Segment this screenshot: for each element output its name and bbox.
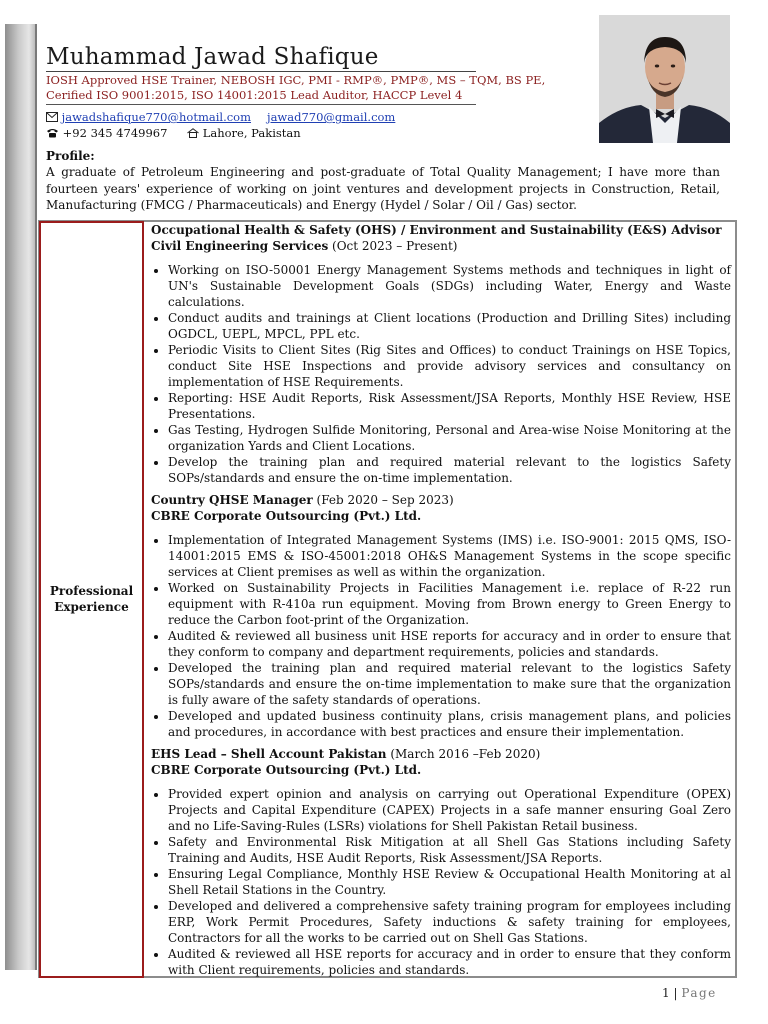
- profile-heading: Profile:: [46, 149, 95, 163]
- bullet-item: • Audited & reviewed all business unit HSE reports for accuracy and in order to ensure that they conform to company and department requirements, policies and standards.: [168, 628, 731, 660]
- job-entry: [151, 222, 731, 486]
- job-dates: (Oct 2023 – Present): [328, 239, 458, 253]
- bullet-item: • Reporting: HSE Audit Reports, Risk Assessment/JSA Reports, Monthly HSE Review, HSE Presentations.: [168, 390, 731, 422]
- email-row: [46, 110, 395, 124]
- experience-label: [50, 584, 133, 615]
- job-dates: (March 2016 –Feb 2020): [386, 747, 541, 761]
- bullet-item: • Conduct audits and trainings at Client locations (Production and Drilling Sites) including OGDCL, UEPL, MPCL, PPL etc.: [168, 310, 731, 342]
- job-dates: (Feb 2020 – Sep 2023): [312, 493, 454, 507]
- phone-icon: [46, 126, 63, 140]
- phone-number: +92 345 4749967: [62, 126, 168, 140]
- job-entry: [151, 746, 731, 978]
- email-hotmail-link[interactable]: jawadshafique770@hotmail.com: [61, 110, 251, 124]
- job-bullets: [151, 786, 731, 978]
- page-footer: [662, 986, 717, 1000]
- bullet-item: • Working on ISO-50001 Energy Management Systems methods and techniques in light of UN's Sustainable Development Goals (SDGs) including Water, Energy and Waste calculations.: [168, 262, 731, 310]
- job-bullets: [151, 532, 731, 740]
- job-title-dates: [151, 746, 731, 762]
- job-title: Occupational Health & Safety (OHS) / Environment and Sustainability (E&S) Advisor: [151, 223, 722, 237]
- candidate-name: Muhammad Jawad Shafique: [46, 44, 379, 70]
- job-company-dates: [151, 238, 731, 254]
- experience-label-line-1: Professional: [49, 584, 134, 598]
- page-label: Page: [681, 986, 717, 1000]
- bullet-item: • Audited & reviewed all HSE reports for accuracy and in order to ensure that they conform with Client requirements, policies and standards.: [168, 946, 731, 978]
- credentials-underline: [46, 104, 476, 105]
- job-title-dates: [151, 492, 731, 508]
- name-underline: [46, 71, 476, 72]
- page-number: 1: [662, 986, 670, 1000]
- profile-summary: A graduate of Petroleum Engineering and post-graduate of Total Quality Management; I have more than fourteen years' experience of working on joint ventures and development projects in Construction, Retail, Manufacturing (FMCG / Pharmaceuticals) and Energy (Hydel / Solar / Oil / Gas) sector.: [46, 165, 720, 212]
- experience-label-line-2: Experience: [54, 599, 129, 614]
- bullet-item: • Developed and delivered a comprehensive safety training program for employees including ERP, Work Permit Procedures, Safety inductions & safety training for employees, Contractors for all the works to be carried out on Shell Gas Stations.: [168, 898, 731, 946]
- experience-label-cell: [39, 221, 144, 978]
- bullet-item: • Implementation of Integrated Management Systems (IMS) i.e. ISO-9001: 2015 QMS, ISO-14001:2015 EMS & ISO-45001:2018 OH&S Management Systems in the scope specific services at Client premises as well as within the organization.: [168, 532, 731, 580]
- bullet-item: • Develop the training plan and required material relevant to the logistics Safety SOPs/standards and ensure the on-time implementation.: [168, 454, 731, 486]
- company-name: CBRE Corporate Outsourcing (Pvt.) Ltd.: [151, 763, 422, 777]
- email-gmail-link[interactable]: jawad770@gmail.com: [267, 110, 396, 124]
- job-bullets: [151, 262, 731, 486]
- bullet-item: • Periodic Visits to Client Sites (Rig Sites and Offices) to conduct Trainings on HSE Topics, conduct Site HSE Inspections and provide advisory services and consultancy on implementation of HSE Requirements.: [168, 342, 731, 390]
- job-title: Country QHSE Manager: [151, 493, 313, 507]
- job-title: EHS Lead – Shell Account Pakistan: [151, 747, 387, 761]
- company-name: Civil Engineering Services: [151, 239, 329, 253]
- envelope-icon: [46, 110, 62, 124]
- bullet-item: • Developed and updated business continuity plans, crisis management plans, and policies and procedures, in accordance with best practices and ensure their implementation.: [168, 708, 731, 740]
- bullet-item: • Worked on Sustainability Projects in Facilities Management i.e. replace of R-22 run equipment with R-410a run equipment. Moving from Brown energy to Green Energy to reduce the Carbon foot-print of the Organization.: [168, 580, 731, 628]
- bullet-item: • Developed the training plan and required material relevant to the logistics Safety SOPs/standards and ensure the on-time implementation to make sure that the organization is fully aware of the safety standards of operations.: [168, 660, 731, 708]
- experience-content: [151, 222, 731, 984]
- bullet-item: • Provided expert opinion and analysis on carrying out Operational Expenditure (OPEX) Projects and Capital Expenditure (CAPEX) Projects in a safe manner ensuring Goal Zero and no Life-Saving-Rules (LSRs) violations for Shell Pakistan Retail business.: [168, 786, 731, 834]
- bullet-item: • Ensuring Legal Compliance, Monthly HSE Review & Occupational Health Monitoring at al Shell Retail Stations in the Country.: [168, 866, 731, 898]
- page-separator: |: [669, 986, 682, 1000]
- bullet-item: • Gas Testing, Hydrogen Sulfide Monitoring, Personal and Area-wise Noise Monitoring at the organization Yards and Client Locations.: [168, 422, 731, 454]
- credentials-line-1: IOSH Approved HSE Trainer, NEBOSH IGC, PMI - RMP®, PMP®, MS – TQM, BS PE,: [46, 73, 546, 87]
- credentials-line-2: Cerified ISO 9001:2015, ISO 14001:2015 Lead Auditor, HACCP Level 4: [46, 88, 463, 102]
- decorative-side-bar: [5, 24, 37, 970]
- company-name: CBRE Corporate Outsourcing (Pvt.) Ltd.: [151, 509, 422, 523]
- location-text: Lahore, Pakistan: [202, 126, 301, 140]
- home-icon: [187, 126, 203, 140]
- job-entry: [151, 492, 731, 740]
- bullet-item: • Safety and Environmental Risk Mitigation at all Shell Gas Stations including Safety Training and Audits, HSE Audit Reports, Risk Assessment/JSA Reports.: [168, 834, 731, 866]
- profile-photo: [599, 15, 730, 143]
- phone-location-row: [46, 126, 301, 140]
